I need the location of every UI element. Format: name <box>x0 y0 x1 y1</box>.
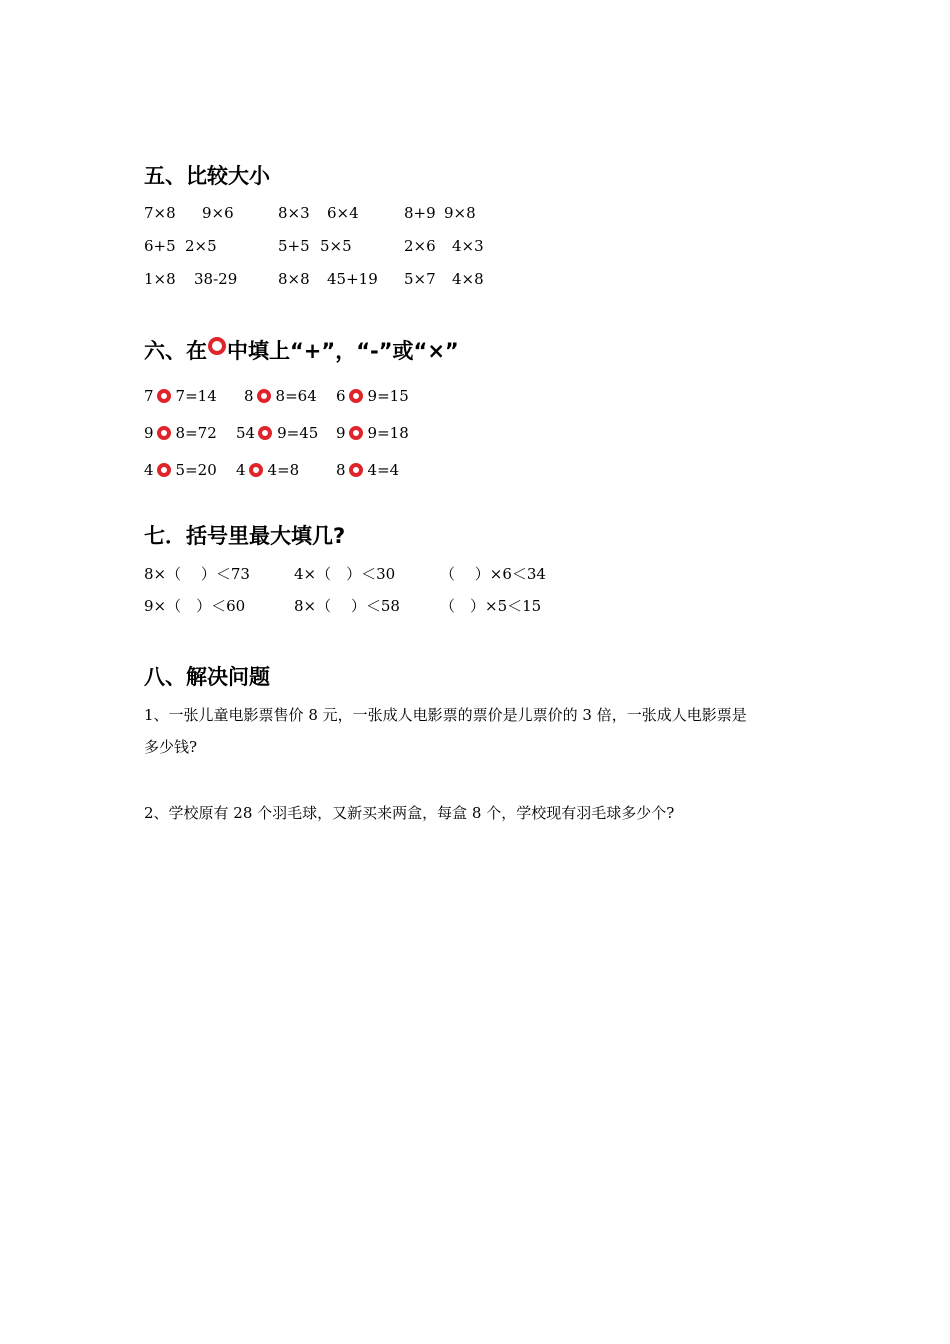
section-5-title: 五、比较大小 <box>144 164 270 188</box>
answer-circle[interactable] <box>157 463 171 477</box>
section-6-title <box>144 335 459 365</box>
compare-item: 8×3 <box>278 204 310 222</box>
operand-left: 9 <box>144 424 154 442</box>
fill-bracket-item: （ ）×6＜34 <box>440 565 546 583</box>
operand-left: 4 <box>144 461 154 479</box>
operator-item <box>144 424 217 442</box>
fill-bracket-item: （ ）×5＜15 <box>440 597 542 615</box>
operator-item <box>144 387 217 405</box>
compare-item: 4×8 <box>452 270 484 288</box>
question-1-line-1: 1、一张儿童电影票售价 8 元，一张成人电影票的票价是儿票价的 3 倍，一张成人电影票是 <box>144 706 747 724</box>
operator-item <box>144 461 217 479</box>
compare-item: 5×5 <box>320 237 352 255</box>
fill-bracket-item: 8×（ ）＜73 <box>144 565 250 583</box>
operand-right: 9=18 <box>367 424 409 442</box>
compare-item: 2×5 <box>185 237 217 255</box>
operator-item <box>236 424 318 442</box>
section-7-title: 七．括号里最大填几? <box>144 524 346 548</box>
operand-right: 7=14 <box>175 387 217 405</box>
operand-right: 9=15 <box>367 387 409 405</box>
operand-right: 9=45 <box>277 424 319 442</box>
compare-item: 1×8 <box>144 270 176 288</box>
section-6-title-a: 六、在 <box>144 339 207 363</box>
answer-circle[interactable] <box>349 426 363 440</box>
answer-circle[interactable] <box>349 463 363 477</box>
operand-right: 4=4 <box>367 461 400 479</box>
answer-circle[interactable] <box>258 426 272 440</box>
operand-left: 7 <box>144 387 154 405</box>
operand-right: 8=64 <box>275 387 317 405</box>
section-8-title: 八、解决问题 <box>144 665 270 689</box>
compare-item: 8+9 <box>404 204 436 222</box>
compare-item: 5+5 <box>278 237 310 255</box>
operator-item <box>336 461 399 479</box>
operand-left: 9 <box>336 424 346 442</box>
compare-item: 9×8 <box>444 204 476 222</box>
operator-item <box>236 461 299 479</box>
question-1-line-2: 多少钱? <box>144 738 198 756</box>
answer-circle[interactable] <box>157 426 171 440</box>
circle-icon <box>208 337 226 355</box>
compare-item: 8×8 <box>278 270 310 288</box>
compare-item: 45+19 <box>327 270 378 288</box>
compare-item: 6×4 <box>327 204 359 222</box>
operand-left: 6 <box>336 387 346 405</box>
compare-item: 4×3 <box>452 237 484 255</box>
compare-item: 6+5 <box>144 237 176 255</box>
compare-item: 2×6 <box>404 237 436 255</box>
answer-circle[interactable] <box>157 389 171 403</box>
answer-circle[interactable] <box>349 389 363 403</box>
answer-circle[interactable] <box>249 463 263 477</box>
compare-item: 7×8 <box>144 204 176 222</box>
compare-item: 5×7 <box>404 270 436 288</box>
fill-bracket-item: 9×（ ）＜60 <box>144 597 246 615</box>
operand-right: 8=72 <box>175 424 217 442</box>
operand-right: 5=20 <box>175 461 217 479</box>
operator-item <box>244 387 317 405</box>
operand-left: 4 <box>236 461 246 479</box>
section-6-title-b: 中填上“+”，“-”或“×” <box>227 339 459 363</box>
question-2: 2、学校原有 28 个羽毛球，又新买来两盒，每盒 8 个，学校现有羽毛球多少个? <box>144 804 675 822</box>
operator-item <box>336 424 409 442</box>
operand-left: 8 <box>244 387 254 405</box>
operand-left: 54 <box>236 424 256 442</box>
fill-bracket-item: 4×（ ）＜30 <box>294 565 396 583</box>
operand-left: 8 <box>336 461 346 479</box>
compare-item: 9×6 <box>202 204 234 222</box>
fill-bracket-item: 8×（ ）＜58 <box>294 597 400 615</box>
answer-circle[interactable] <box>257 389 271 403</box>
compare-item: 38-29 <box>194 270 238 288</box>
operand-right: 4=8 <box>267 461 300 479</box>
operator-item <box>336 387 409 405</box>
